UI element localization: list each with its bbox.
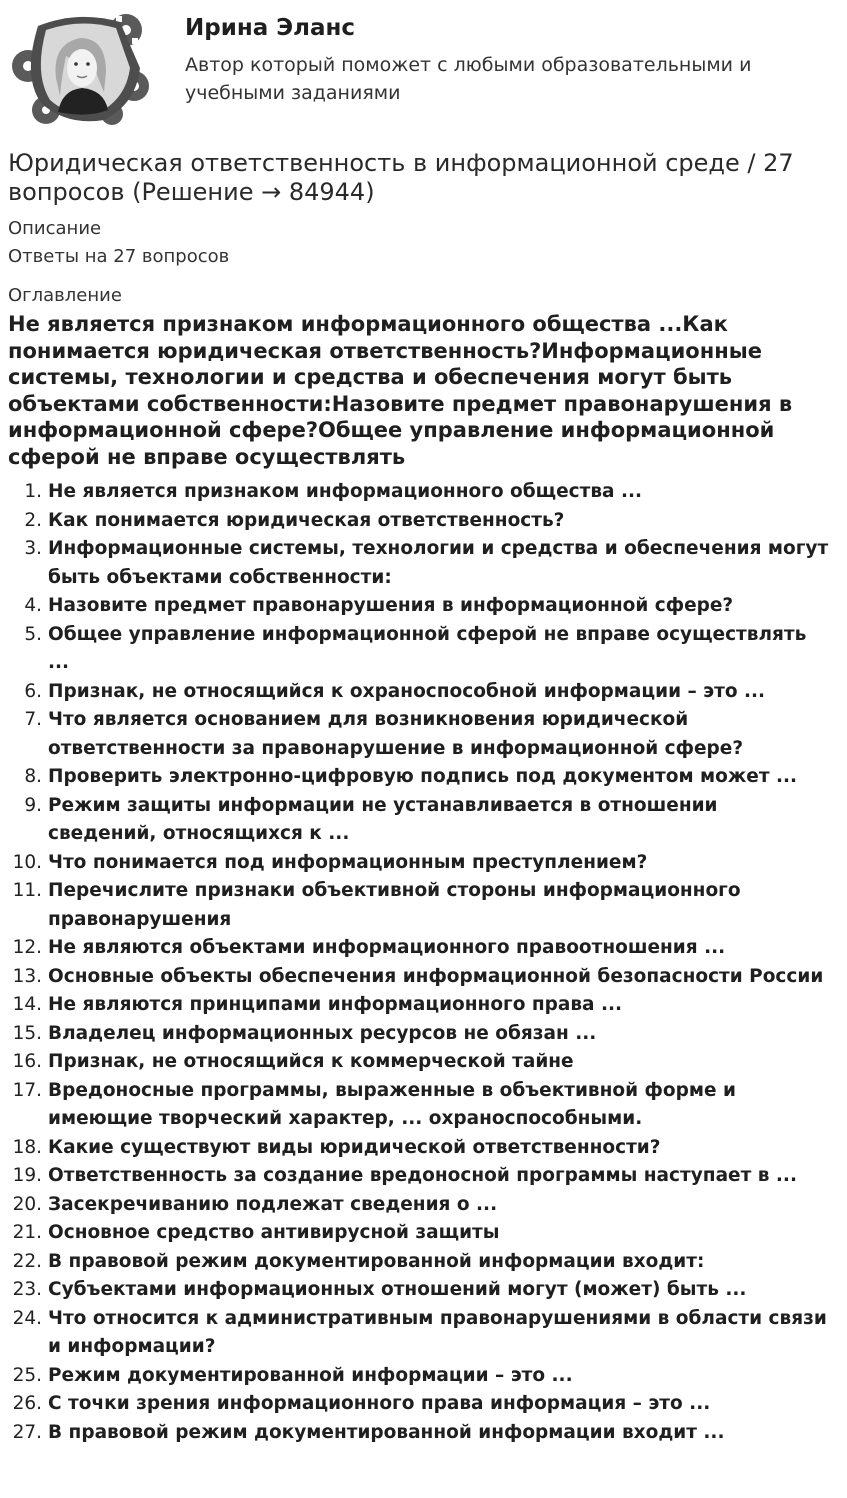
- question-item: [0, 877, 840, 934]
- toc-heading: Оглавление: [8, 285, 122, 306]
- question-number: 27.: [12, 1421, 42, 1443]
- toc-summary: Не является признаком информационного общества ...Как понимается юридическая ответственность?Информационные системы, технологии и средства и обеспечения могут быть объектами собственности:Назовите предмет правонарушения в информационной сфере?Общее управление информационной сферой не вправе осуществлять: [8, 312, 793, 469]
- question-item: [0, 1191, 840, 1220]
- question-text: Засекречиванию подлежат сведения о ...: [48, 1193, 498, 1215]
- question-text: В правовой режим документированной информации входит:: [48, 1250, 705, 1272]
- question-item: [0, 1419, 840, 1448]
- question-number: 26.: [12, 1393, 42, 1414]
- question-item: [0, 849, 840, 878]
- question-number: 14.: [12, 994, 42, 1015]
- question-text: Информационные системы, технологии и средства и обеспечения могут быть объектами собственности:: [48, 538, 829, 588]
- question-item: [0, 1219, 840, 1248]
- question-item: [0, 1305, 840, 1362]
- question-text: Режим защиты информации не устанавливается в отношении сведений, относящихся к ...: [48, 794, 718, 844]
- question-number: 2.: [24, 509, 42, 531]
- question-item: [0, 507, 840, 536]
- question-number: 4.: [24, 595, 42, 616]
- question-text: Перечислите признаки объективной стороны информационного правонарушения: [48, 880, 741, 930]
- question-number: 8.: [24, 766, 42, 787]
- question-text: Признак, не относящийся к коммерческой тайне: [48, 1051, 574, 1072]
- question-item: [0, 1390, 840, 1419]
- question-number: 15.: [12, 1022, 42, 1044]
- question-number: 19.: [12, 1165, 42, 1186]
- author-name[interactable]: Ирина Эланс: [185, 15, 356, 41]
- question-number: 6.: [24, 680, 42, 702]
- question-item: [0, 934, 840, 963]
- question-item: [0, 1276, 840, 1305]
- question-text: Владелец информационных ресурсов не обязан ...: [48, 1022, 597, 1044]
- question-text: Основное средство антивирусной защиты: [48, 1222, 500, 1243]
- author-description: Автор который поможет с любыми образовательными и учебными заданиями: [185, 54, 752, 104]
- question-number: 22.: [12, 1250, 42, 1272]
- question-item: [0, 763, 840, 792]
- question-number: 12.: [12, 937, 42, 958]
- question-text: Не являются объектами информационного правоотношения ...: [48, 937, 726, 958]
- question-text: Вредоносные программы, выраженные в объективной форме и имеющие творческий характер, ... охраноспособными.: [48, 1079, 736, 1129]
- question-item: [0, 1048, 840, 1077]
- question-item: [0, 706, 840, 763]
- question-number: 7.: [24, 709, 42, 730]
- question-number: 18.: [12, 1136, 42, 1158]
- question-number: 1.: [24, 481, 42, 502]
- question-text: Что является основанием для возникновения юридической ответственности за правонарушение в информационной сфере?: [48, 709, 744, 759]
- question-list: [0, 478, 840, 1447]
- question-number: 3.: [24, 538, 42, 559]
- question-text: Проверить электронно-цифровую подпись под документом может ...: [48, 766, 798, 787]
- question-text: Ответственность за создание вредоносной программы наступает в ...: [48, 1165, 797, 1186]
- question-number: 11.: [12, 880, 42, 901]
- question-number: 23.: [12, 1279, 42, 1300]
- question-text: Основные объекты обеспечения информационной безопасности России: [48, 965, 824, 987]
- question-item: [0, 1077, 840, 1134]
- question-item: [0, 1162, 840, 1191]
- question-item: [0, 963, 840, 992]
- question-item: [0, 478, 840, 507]
- question-number: 13.: [12, 965, 42, 987]
- question-text: Не являются принципами информационного права ...: [48, 994, 623, 1015]
- question-item: [0, 1134, 840, 1163]
- question-text: Назовите предмет правонарушения в информационной сфере?: [48, 595, 734, 616]
- question-item: [0, 1020, 840, 1049]
- question-text: Как понимается юридическая ответственность?: [48, 509, 565, 531]
- question-text: Режим документированной информации – это ...: [48, 1364, 573, 1386]
- question-text: В правовой режим документированной информации входит ...: [48, 1421, 725, 1443]
- question-number: 21.: [12, 1222, 42, 1243]
- description-text: Ответы на 27 вопросов: [8, 246, 230, 267]
- question-text: Не является признаком информационного общества ...: [48, 481, 643, 502]
- question-number: 24.: [12, 1307, 42, 1329]
- question-item: [0, 1362, 840, 1391]
- question-item: [0, 991, 840, 1020]
- question-number: 17.: [12, 1079, 42, 1101]
- question-item: [0, 678, 840, 707]
- question-item: [0, 535, 840, 592]
- question-text: С точки зрения информационного права информация – это ...: [48, 1393, 711, 1414]
- question-number: 16.: [12, 1051, 42, 1072]
- question-text: Признак, не относящийся к охраноспособной информации – это ...: [48, 680, 766, 702]
- question-number: 25.: [12, 1364, 42, 1386]
- author-avatar[interactable]: [8, 8, 150, 126]
- question-item: [0, 621, 840, 678]
- question-number: 10.: [12, 851, 42, 873]
- question-number: 9.: [24, 794, 42, 816]
- question-number: 20.: [12, 1193, 42, 1215]
- question-number: 5.: [24, 623, 42, 645]
- question-text: Что понимается под информационным преступлением?: [48, 851, 648, 873]
- description-heading: Описание: [8, 218, 102, 239]
- question-item: [0, 792, 840, 849]
- question-text: Какие существуют виды юридической ответственности?: [48, 1136, 661, 1158]
- question-text: Что относится к административным правонарушениями в области связи и информации?: [48, 1307, 827, 1357]
- question-text: Общее управление информационной сферой не вправе осуществлять ...: [48, 623, 807, 673]
- question-item: [0, 592, 840, 621]
- author-card: [8, 8, 838, 128]
- question-item: [0, 1248, 840, 1277]
- question-text: Субъектами информационных отношений могут (может) быть ...: [48, 1279, 747, 1300]
- page-title: Юридическая ответственность в информационной среде / 27 вопросов (Решение → 84944): [8, 149, 794, 206]
